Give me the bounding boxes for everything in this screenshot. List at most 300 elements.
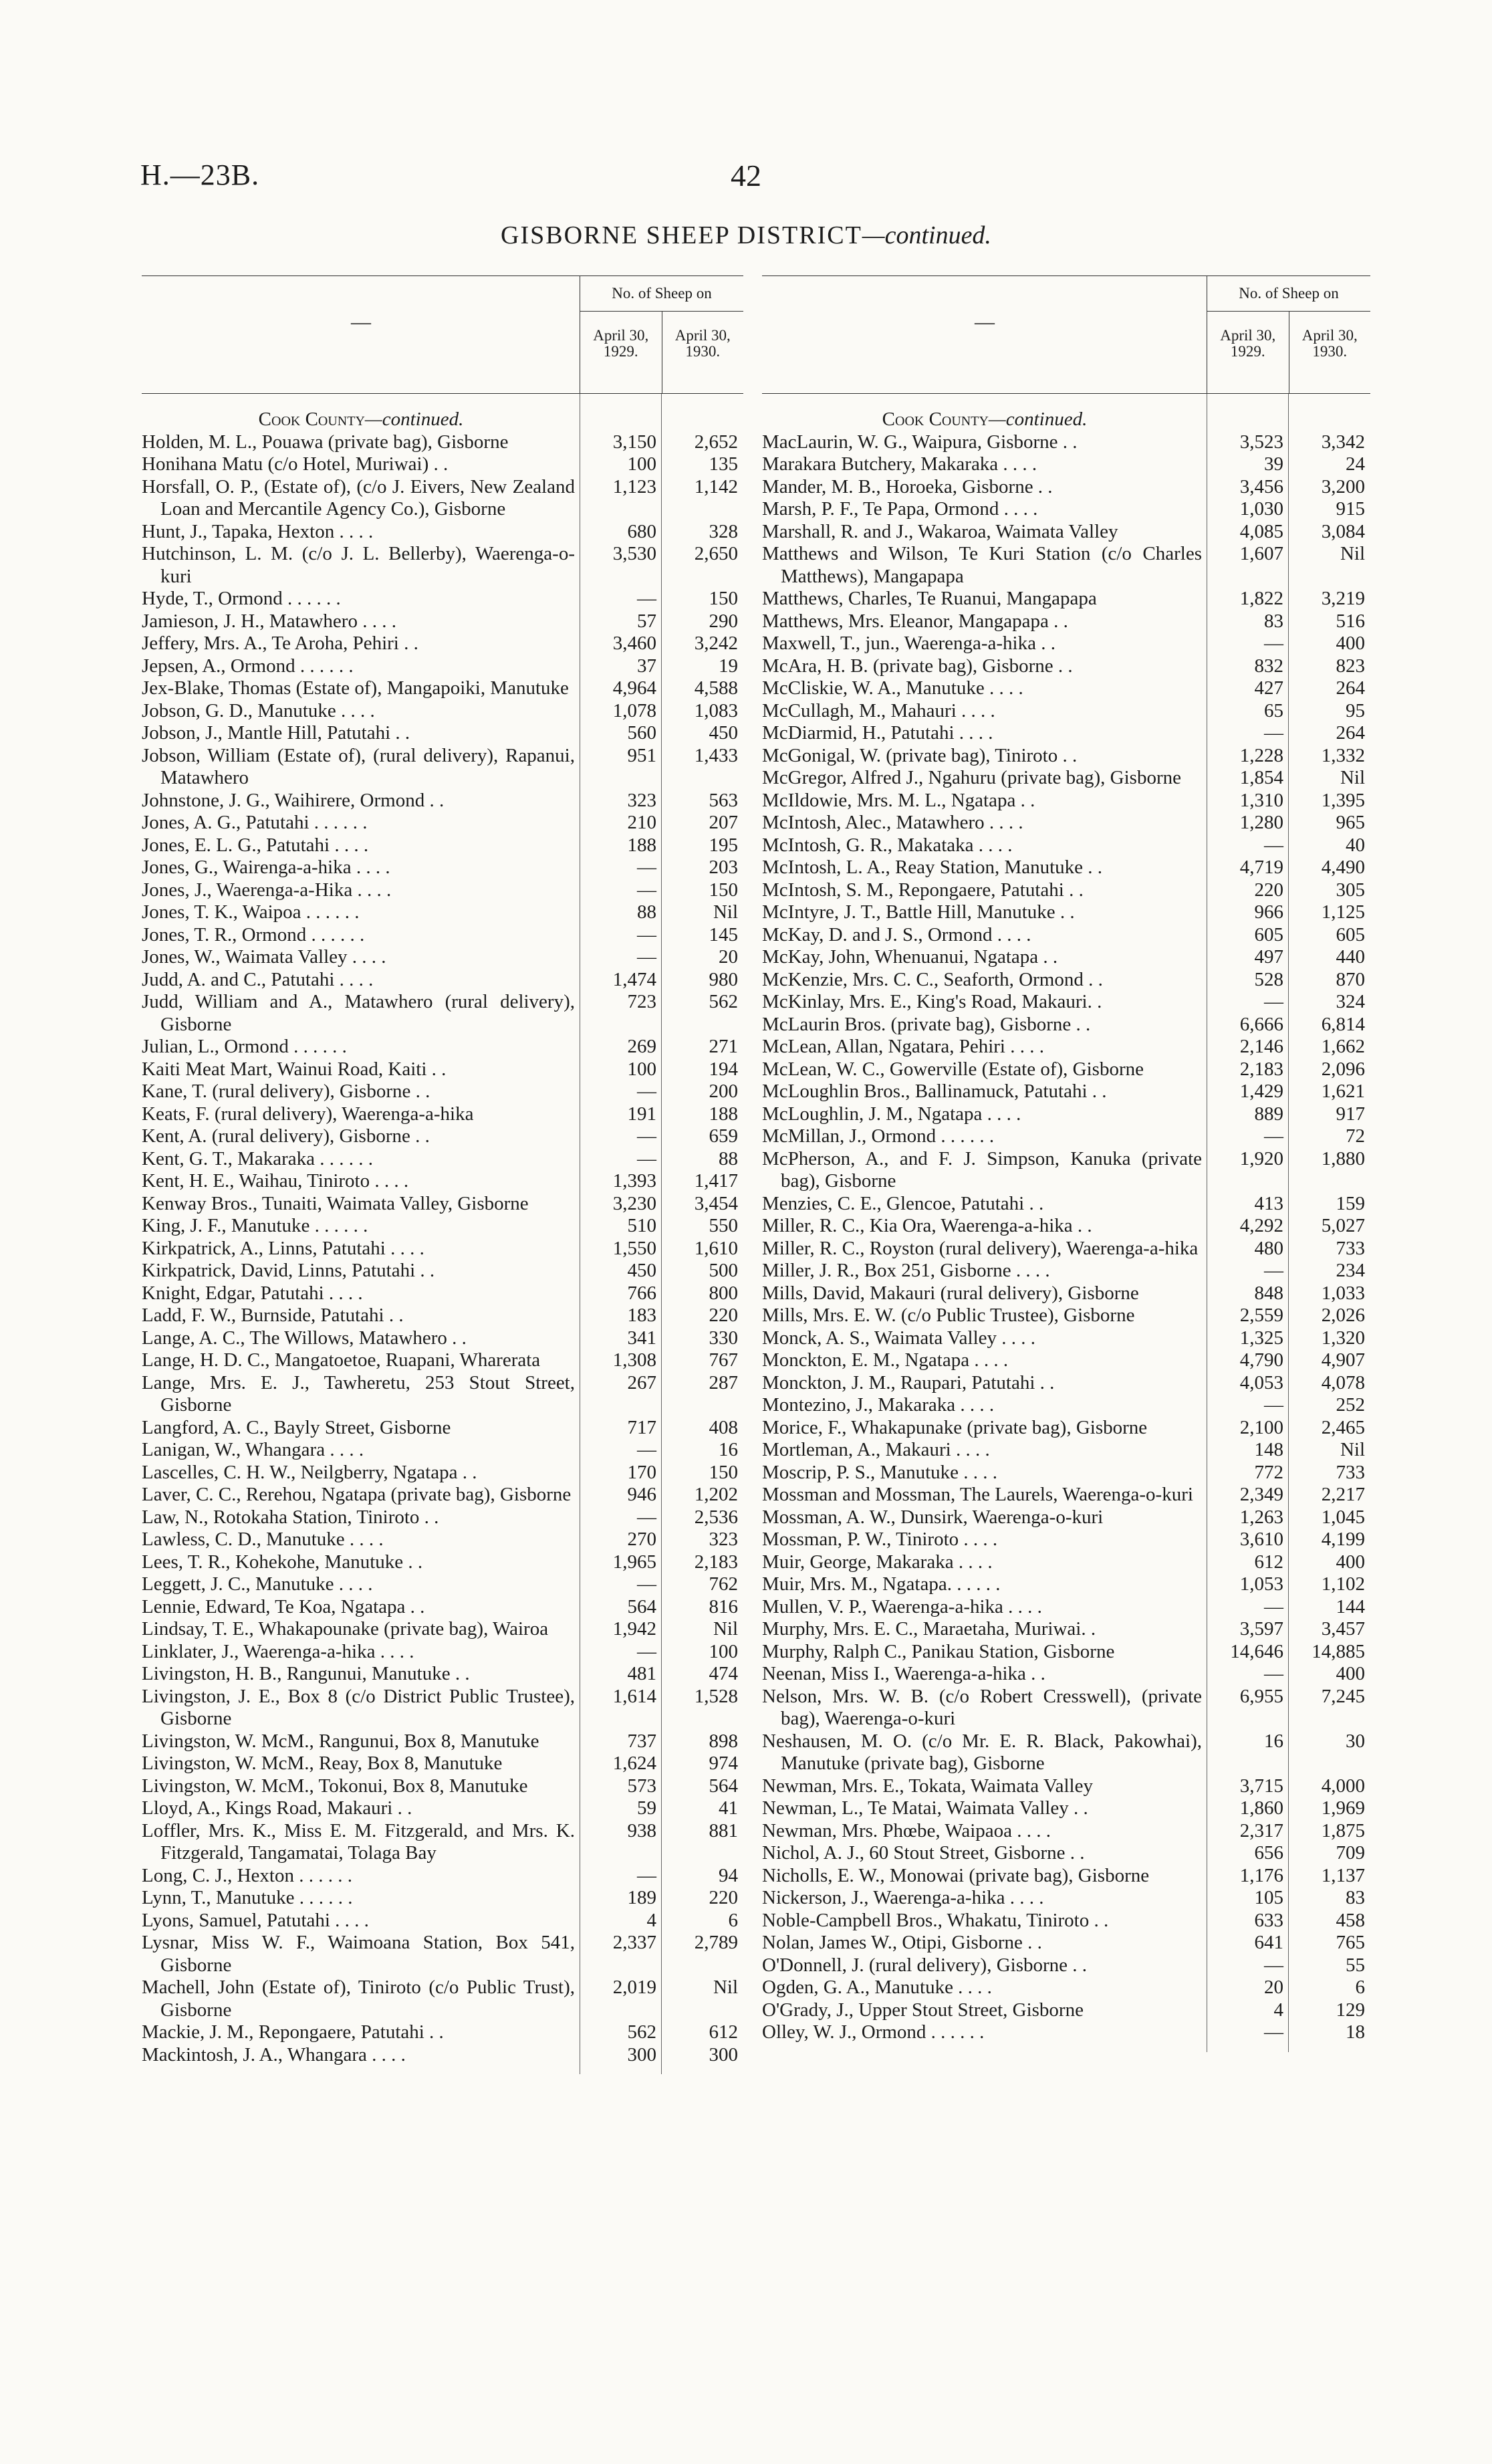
table-row	[762, 610, 1370, 633]
sheep-1929-value: 481	[627, 1663, 656, 1684]
sheep-1930-value: 709	[1336, 1842, 1365, 1864]
table-row	[142, 453, 743, 476]
owner-name-address: Lindsay, T. E., Whakapounake (private bag), Wairoa	[142, 1618, 549, 1640]
sheep-1930-value: 88	[719, 1147, 738, 1169]
sheep-1930-value: 2,217	[1321, 1484, 1365, 1505]
sheep-1929-value: 633	[1254, 1909, 1283, 1931]
sheep-1929-value: 966	[1254, 901, 1283, 923]
owner-name-address: Kent, A. (rural delivery), Gisborne . .	[142, 1125, 430, 1147]
sheep-1930-value: 4,078	[1321, 1371, 1365, 1393]
table-row	[142, 1215, 743, 1238]
owner-name-address: Lynn, T., Manutuke . . . . . .	[142, 1887, 353, 1908]
owner-name-address: Ladd, F. W., Burnside, Patutahi . .	[142, 1305, 404, 1326]
sheep-1930-value: 516	[1336, 610, 1365, 632]
table-row	[142, 1439, 743, 1462]
sheep-1930-value: 300	[709, 2043, 738, 2065]
table-row	[762, 588, 1370, 610]
owner-name-address: Nolan, James W., Otipi, Gisborne . .	[762, 1932, 1042, 1953]
report-reference: H.—23B.	[140, 158, 260, 191]
owner-name-address: Lyons, Samuel, Patutahi . . . .	[142, 1909, 369, 1931]
sheep-1930-value: 1,125	[1321, 901, 1365, 923]
table-row	[142, 901, 743, 924]
sheep-1930-value: 41	[719, 1797, 738, 1819]
sheep-1930-value: 1,662	[1321, 1036, 1365, 1057]
owner-name-address: McCliskie, W. A., Manutuke . . . .	[762, 677, 1023, 699]
owner-name-address: Ogden, G. A., Manutuke . . . .	[762, 1977, 992, 1998]
sheep-1930-value: 562	[709, 991, 738, 1012]
sheep-1929-value: 191	[627, 1103, 656, 1125]
sheep-1929-value: 2,317	[1239, 1819, 1283, 1841]
section-label: Cook County	[882, 409, 989, 430]
sheep-1929-value: 6,666	[1239, 1013, 1283, 1035]
sheep-1930-value: 144	[1336, 1595, 1365, 1617]
owner-name-address: Livingston, H. B., Rangunui, Manutuke . .	[142, 1663, 470, 1684]
section-suffix: —continued.	[988, 409, 1088, 430]
sheep-1929-value: 4,053	[1239, 1371, 1283, 1393]
table-row	[142, 969, 743, 992]
owner-name-address: Noble-Campbell Bros., Whakatu, Tiniroto . .	[762, 1909, 1109, 1931]
table-row	[762, 1910, 1370, 1932]
sheep-1930-value: 1,083	[694, 699, 738, 721]
sheep-1930-value: 2,789	[694, 1932, 738, 1953]
sheep-1930-value: 816	[709, 1595, 738, 1617]
sheep-1930-value: 898	[709, 1730, 738, 1752]
sheep-1929-value: 450	[627, 1260, 656, 1281]
table-row	[762, 655, 1370, 678]
owner-name-address: Nicholls, E. W., Monowai (private bag), Gisborne	[762, 1864, 1150, 1886]
owner-name-address: McIntosh, S. M., Repongaere, Patutahi . .	[762, 879, 1084, 901]
sheep-1930-value: 1,880	[1321, 1147, 1365, 1169]
table-row	[142, 1305, 743, 1327]
owner-name-address: Hutchinson, L. M. (c/o J. L. Bellerby), Waerenga-o-kuri	[142, 543, 575, 587]
sheep-1930-value: 500	[709, 1260, 738, 1281]
sheep-1929-value: 3,523	[1239, 431, 1283, 453]
sheep-1929-value: —	[637, 923, 656, 945]
table-row	[142, 1730, 743, 1753]
table-row	[142, 1686, 743, 1730]
sheep-1930-value: 6	[1355, 1977, 1365, 1998]
sheep-1929-value: —	[637, 588, 656, 609]
owner-name-address: Linklater, J., Waerenga-a-hika . . . .	[142, 1640, 414, 1662]
table-row	[142, 879, 743, 902]
sheep-1929-value: —	[1264, 1954, 1283, 1976]
table-row	[142, 655, 743, 678]
owner-name-address: McPherson, A., and F. J. Simpson, Kanuka (private bag), Gisborne	[762, 1147, 1202, 1192]
sheep-1929-value: 1,263	[1239, 1506, 1283, 1528]
table-row	[762, 431, 1370, 454]
sheep-1929-value: —	[1264, 991, 1283, 1012]
sheep-1930-value: 1,142	[694, 475, 738, 497]
table-row	[762, 969, 1370, 992]
sheep-1930-value: 159	[1336, 1192, 1365, 1214]
title-text: GISBORNE SHEEP DISTRICT	[501, 221, 862, 249]
table-row	[142, 431, 743, 454]
table-row	[762, 1215, 1370, 1238]
sheep-1929-value: 1,965	[612, 1551, 656, 1573]
owner-name-address: McIntosh, G. R., Makataka . . . .	[762, 834, 1013, 856]
sheep-1930-value: 800	[709, 1282, 738, 1304]
table-row	[762, 1842, 1370, 1865]
table-row	[762, 1238, 1370, 1260]
owner-name-address: Hunt, J., Tapaka, Hexton . . . .	[142, 520, 374, 542]
table-row	[142, 1887, 743, 1910]
sheep-1929-value: 1,624	[612, 1753, 656, 1774]
sheep-1930-value: 16	[719, 1439, 738, 1460]
table-row	[142, 1417, 743, 1440]
owner-name-address: Matthews, Charles, Te Ruanui, Mangapapa	[762, 588, 1097, 609]
owner-name-address: McLoughlin, J. M., Ngatapa . . . .	[762, 1103, 1021, 1125]
owner-name-address: McGonigal, W. (private bag), Tiniroto . .	[762, 744, 1078, 766]
table-row	[142, 1775, 743, 1798]
owner-name-address: Kent, G. T., Makaraka . . . . . .	[142, 1147, 374, 1169]
table-row	[142, 1641, 743, 1664]
sheep-1929-value: 3,456	[1239, 475, 1283, 497]
table-row	[142, 1865, 743, 1888]
owner-name-address: McIntosh, Alec., Matawhero . . . .	[762, 812, 1023, 833]
sheep-1929-value: 4,790	[1239, 1349, 1283, 1371]
table-row	[762, 1999, 1370, 2022]
sheep-1930-value: 4,588	[694, 677, 738, 699]
sheep-1929-value: —	[1264, 722, 1283, 744]
sheep-1930-value: 917	[1336, 1103, 1365, 1125]
sheep-1930-value: 145	[709, 923, 738, 945]
sheep-1929-value: 2,019	[612, 1977, 656, 1998]
table-row	[142, 1036, 743, 1058]
sheep-1929-value: 573	[627, 1775, 656, 1797]
owner-name-address: Moscrip, P. S., Manutuke . . . .	[762, 1461, 998, 1483]
sheep-1929-value: 4,292	[1239, 1215, 1283, 1236]
sheep-1930-value: 305	[1336, 879, 1365, 901]
sheep-1929-value: 938	[627, 1819, 656, 1841]
table-row	[142, 1058, 743, 1081]
owner-name-address: Langford, A. C., Bayly Street, Gisborne	[142, 1416, 451, 1438]
sheep-1930-value: Nil	[1340, 767, 1365, 788]
sheep-1929-value: 65	[1264, 699, 1283, 721]
sheep-1929-value: 413	[1254, 1192, 1283, 1214]
table-row	[762, 1865, 1370, 1888]
sheep-1929-value: 4	[646, 1909, 656, 1931]
sheep-1929-value: 510	[627, 1215, 656, 1236]
table-row	[142, 1148, 743, 1171]
table-row	[142, 677, 743, 700]
sheep-1929-value: —	[637, 1864, 656, 1886]
table-row	[762, 1730, 1370, 1775]
owner-name-address: O'Grady, J., Upper Stout Street, Gisborne	[762, 1999, 1084, 2021]
sheep-1930-value: 915	[1336, 498, 1365, 520]
owner-name-address: McLoughlin Bros., Ballinamuck, Patutahi . .	[762, 1081, 1107, 1102]
table-row	[762, 677, 1370, 700]
owner-name-address: Holden, M. L., Pouawa (private bag), Gisborne	[142, 431, 509, 453]
row-list	[762, 431, 1370, 2044]
sheep-1930-value: 564	[709, 1775, 738, 1797]
col-1930-header: April 30, 1930.	[1301, 327, 1358, 360]
owner-name-address: Miller, R. C., Royston (rural delivery), Waerenga-a-hika	[762, 1237, 1199, 1259]
sheep-1929-value: 2,146	[1239, 1036, 1283, 1057]
owner-name-address: Kenway Bros., Tunaiti, Waimata Valley, Gisborne	[142, 1192, 529, 1214]
table-row	[762, 1663, 1370, 1686]
table-row	[762, 1977, 1370, 1999]
sheep-1930-value: 323	[709, 1529, 738, 1550]
sheep-1930-value: 290	[709, 610, 738, 632]
sheep-1930-value: 19	[719, 655, 738, 677]
sheep-1930-value: 194	[709, 1058, 738, 1080]
table-row	[142, 521, 743, 544]
table-row	[762, 1573, 1370, 1596]
table-row	[762, 1686, 1370, 1730]
table-row	[142, 610, 743, 633]
owner-name-address: Judd, William and A., Matawhero (rural delivery), Gisborne	[142, 991, 575, 1035]
sheep-1929-value: 1,325	[1239, 1327, 1283, 1349]
sheep-1930-value: 408	[709, 1416, 738, 1438]
sheep-1930-value: 1,137	[1321, 1864, 1365, 1886]
sheep-1930-value: 6	[728, 1909, 738, 1931]
table-row	[762, 543, 1370, 588]
owner-name-address: McCullagh, M., Mahauri . . . .	[762, 699, 995, 721]
owner-name-address: Jones, T. K., Waipoa . . . . . .	[142, 901, 360, 923]
owner-name-address: Montezino, J., Makaraka . . . .	[762, 1394, 995, 1416]
owner-name-address: Mackie, J. M., Repongaere, Patutahi . .	[142, 2021, 444, 2043]
sheep-1929-value: 4	[1273, 1999, 1283, 2021]
sheep-1929-value: 3,150	[612, 431, 656, 453]
sheep-1929-value: —	[637, 1081, 656, 1102]
sheep-1929-value: —	[1264, 834, 1283, 856]
sheep-1929-value: 270	[627, 1529, 656, 1550]
sheep-count-label: No. of Sheep on	[1207, 276, 1370, 312]
table-row	[762, 1372, 1370, 1395]
sheep-1930-value: 4,907	[1321, 1349, 1365, 1371]
sheep-1930-value: 2,650	[694, 543, 738, 564]
sheep-1930-value: 870	[1336, 968, 1365, 990]
owner-name-address: Matthews, Mrs. Eleanor, Mangapapa . .	[762, 610, 1068, 632]
sheep-1930-value: 94	[719, 1864, 738, 1886]
sheep-1930-value: 220	[709, 1305, 738, 1326]
sheep-1929-value: 100	[627, 453, 656, 475]
sheep-1929-value: 1,030	[1239, 498, 1283, 520]
sheep-1930-value: 1,528	[694, 1685, 738, 1707]
sheep-1930-value: 234	[1336, 1260, 1365, 1281]
sheep-1929-value: 560	[627, 722, 656, 744]
sheep-1929-value: 2,559	[1239, 1305, 1283, 1326]
sheep-1929-value: 427	[1254, 677, 1283, 699]
right-column	[762, 275, 1370, 2044]
sheep-1930-value: 767	[709, 1349, 738, 1371]
sheep-1929-value: 1,860	[1239, 1797, 1283, 1819]
sheep-1930-value: 823	[1336, 655, 1365, 677]
sheep-1929-value: 59	[637, 1797, 656, 1819]
owner-name-address: McLaurin Bros. (private bag), Gisborne . .	[762, 1013, 1091, 1035]
table-header	[762, 275, 1370, 394]
sheep-1929-value: 772	[1254, 1461, 1283, 1483]
table-row	[762, 1305, 1370, 1327]
sheep-1930-value: 1,621	[1321, 1081, 1365, 1102]
sheep-1929-value: 848	[1254, 1282, 1283, 1304]
table-row	[762, 924, 1370, 947]
sheep-1930-value: 220	[709, 1887, 738, 1908]
sheep-1930-value: 1,875	[1321, 1819, 1365, 1841]
sheep-1930-value: 1,969	[1321, 1797, 1365, 1819]
owner-name-address: Marshall, R. and J., Wakaroa, Waimata Valley	[762, 520, 1118, 542]
sheep-1929-value: 3,715	[1239, 1775, 1283, 1797]
owner-name-address: Mullen, V. P., Waerenga-a-hika . . . .	[762, 1595, 1042, 1617]
sheep-1930-value: 1,417	[694, 1170, 738, 1192]
table-row	[142, 924, 743, 947]
sheep-1929-value: 612	[1254, 1551, 1283, 1573]
owner-name-address: Knight, Edgar, Patutahi . . . .	[142, 1282, 363, 1304]
sheep-1930-value: 203	[709, 857, 738, 878]
sheep-1929-value: 88	[637, 901, 656, 923]
table-row	[142, 946, 743, 969]
sheep-1929-value: 528	[1254, 968, 1283, 990]
table-row	[762, 1775, 1370, 1798]
table-row	[142, 1282, 743, 1305]
owner-name-address: Nelson, Mrs. W. B. (c/o Robert Cresswell), (private bag), Waerenga-o-kuri	[762, 1685, 1202, 1729]
table-row	[762, 1484, 1370, 1506]
sheep-1930-value: 1,610	[694, 1237, 738, 1259]
sheep-1930-value: 563	[709, 789, 738, 811]
sheep-1930-value: 605	[1336, 923, 1365, 945]
sheep-1929-value: 562	[627, 2021, 656, 2043]
owner-name-address: Murphy, Ralph C., Panikau Station, Gisborne	[762, 1640, 1115, 1662]
owner-name-address: Monckton, E. M., Ngatapa . . . .	[762, 1349, 1009, 1371]
sheep-1930-value: 150	[709, 879, 738, 901]
sheep-1929-value: 3,597	[1239, 1618, 1283, 1640]
sheep-1929-value: 323	[627, 789, 656, 811]
sheep-1930-value: 980	[709, 968, 738, 990]
sheep-1930-value: 2,183	[694, 1551, 738, 1573]
table-row	[142, 1820, 743, 1865]
table-row	[762, 1439, 1370, 1462]
sheep-1930-value: 612	[709, 2021, 738, 2043]
sheep-1929-value: 1,310	[1239, 789, 1283, 811]
owner-name-address: Lawless, C. D., Manutuke . . . .	[142, 1529, 384, 1550]
sheep-1929-value: 680	[627, 520, 656, 542]
sheep-1929-value: 2,183	[1239, 1058, 1283, 1080]
sheep-1929-value: 605	[1254, 923, 1283, 945]
sheep-1930-value: 3,200	[1321, 475, 1365, 497]
owner-name-address: Law, N., Rotokaha Station, Tiniroto . .	[142, 1506, 439, 1528]
sheep-1929-value: 3,530	[612, 543, 656, 564]
table-row	[142, 588, 743, 610]
sheep-1930-value: 733	[1336, 1461, 1365, 1483]
sheep-1930-value: Nil	[1340, 543, 1365, 564]
sheep-1929-value: 1,053	[1239, 1573, 1283, 1595]
owner-name-address: McLean, Allan, Ngatara, Pehiri . . . .	[762, 1036, 1044, 1057]
owner-name-address: McIldowie, Mrs. M. L., Ngatapa . .	[762, 789, 1035, 811]
sheep-1930-value: 974	[709, 1753, 738, 1774]
sheep-1929-value: 2,100	[1239, 1416, 1283, 1438]
sheep-1929-value: 3,230	[612, 1192, 656, 1214]
table-row	[762, 1932, 1370, 1954]
table-row	[142, 1125, 743, 1148]
sheep-1929-value: 14,646	[1230, 1640, 1283, 1662]
sheep-1930-value: 207	[709, 812, 738, 833]
sheep-1929-value: 889	[1254, 1103, 1283, 1125]
sheep-1929-value: 1,607	[1239, 543, 1283, 564]
table-row	[142, 2021, 743, 2044]
sheep-1929-value: 832	[1254, 655, 1283, 677]
table-row	[762, 498, 1370, 521]
owner-name-address: McDiarmid, H., Patutahi . . . .	[762, 722, 993, 744]
sheep-1930-value: 440	[1336, 946, 1365, 968]
left-column	[142, 275, 743, 2066]
owner-name-address: Julian, L., Ormond . . . . . .	[142, 1036, 347, 1057]
owner-name-address: Nichol, A. J., 60 Stout Street, Gisborne . .	[762, 1842, 1085, 1864]
sheep-1930-value: 150	[709, 588, 738, 609]
name-column-header: —	[975, 311, 995, 333]
owner-name-address: Jepsen, A., Ormond . . . . . .	[142, 655, 354, 677]
table-row	[142, 1596, 743, 1619]
table-row	[762, 1618, 1370, 1641]
owner-name-address: Jobson, J., Mantle Hill, Patutahi . .	[142, 722, 410, 744]
table-row	[762, 1596, 1370, 1619]
sheep-1930-value: 1,045	[1321, 1506, 1365, 1528]
owner-name-address: Laver, C. C., Rerehou, Ngatapa (private bag), Gisborne	[142, 1484, 572, 1505]
owner-name-address: Kirkpatrick, A., Linns, Patutahi . . . .	[142, 1237, 424, 1259]
table-row	[142, 1910, 743, 1932]
owner-name-address: Lange, A. C., The Willows, Matawhero . .	[142, 1327, 467, 1349]
owner-name-address: Livingston, W. McM., Rangunui, Box 8, Manutuke	[142, 1730, 539, 1752]
name-column-header: —	[351, 311, 371, 333]
sheep-1929-value: 4,964	[612, 677, 656, 699]
sheep-1929-value: 341	[627, 1327, 656, 1349]
owner-name-address: Kane, T. (rural delivery), Gisborne . .	[142, 1081, 430, 1102]
sheep-1929-value: 183	[627, 1305, 656, 1326]
owner-name-address: Long, C. J., Hexton . . . . . .	[142, 1864, 352, 1886]
sheep-1930-value: 2,536	[694, 1506, 738, 1528]
sheep-1929-value: 3,610	[1239, 1529, 1283, 1550]
sheep-1930-value: 733	[1336, 1237, 1365, 1259]
table-row	[142, 1170, 743, 1193]
owner-name-address: Keats, F. (rural delivery), Waerenga-a-hika	[142, 1103, 474, 1125]
table-row	[762, 1036, 1370, 1058]
table-row	[142, 812, 743, 834]
sheep-1929-value: —	[1264, 633, 1283, 654]
section-label: Cook County	[258, 409, 365, 430]
owner-name-address: Maxwell, T., jun., Waerenga-a-hika . .	[762, 633, 1055, 654]
sheep-1929-value: 1,822	[1239, 588, 1283, 609]
owner-name-address: Lysnar, Miss W. F., Waimoana Station, Box 541, Gisborne	[142, 1932, 575, 1976]
sheep-1929-value: 737	[627, 1730, 656, 1752]
sheep-1930-value: 30	[1346, 1730, 1365, 1752]
sheep-1930-value: 1,202	[694, 1484, 738, 1505]
table-row	[762, 2021, 1370, 2044]
sheep-1929-value: 39	[1264, 453, 1283, 475]
sheep-1930-value: 324	[1336, 991, 1365, 1012]
sheep-1930-value: 4,490	[1321, 857, 1365, 878]
table-row	[762, 1641, 1370, 1664]
sheep-1929-value: —	[1264, 1595, 1283, 1617]
owner-name-address: Neshausen, M. O. (c/o Mr. E. R. Black, Pakowhai), Manutuke (private bag), Gisborne	[762, 1730, 1202, 1774]
owner-name-address: Menzies, C. E., Glencoe, Patutahi . .	[762, 1192, 1044, 1214]
sheep-1929-value: 16	[1264, 1730, 1283, 1752]
owner-name-address: Mossman, A. W., Dunsirk, Waerenga-o-kuri	[762, 1506, 1104, 1528]
owner-name-address: Marakara Butchery, Makaraka . . . .	[762, 453, 1037, 475]
sheep-1929-value: —	[637, 1125, 656, 1147]
owner-name-address: Jobson, G. D., Manutuke . . . .	[142, 699, 375, 721]
sheep-1929-value: —	[637, 857, 656, 878]
sheep-1929-value: 1,429	[1239, 1081, 1283, 1102]
sheep-1930-value: 188	[709, 1103, 738, 1125]
table-row	[762, 722, 1370, 745]
sheep-1930-value: Nil	[713, 1618, 738, 1640]
sheep-1929-value: 1,393	[612, 1170, 656, 1192]
owner-name-address: Newman, Mrs. E., Tokata, Waimata Valley	[762, 1775, 1093, 1797]
sheep-1929-value: 189	[627, 1887, 656, 1908]
owner-name-address: Muir, George, Makaraka . . . .	[762, 1551, 993, 1573]
table-row	[762, 1887, 1370, 1910]
table-row	[142, 1081, 743, 1103]
sheep-1929-value: 2,349	[1239, 1484, 1283, 1505]
